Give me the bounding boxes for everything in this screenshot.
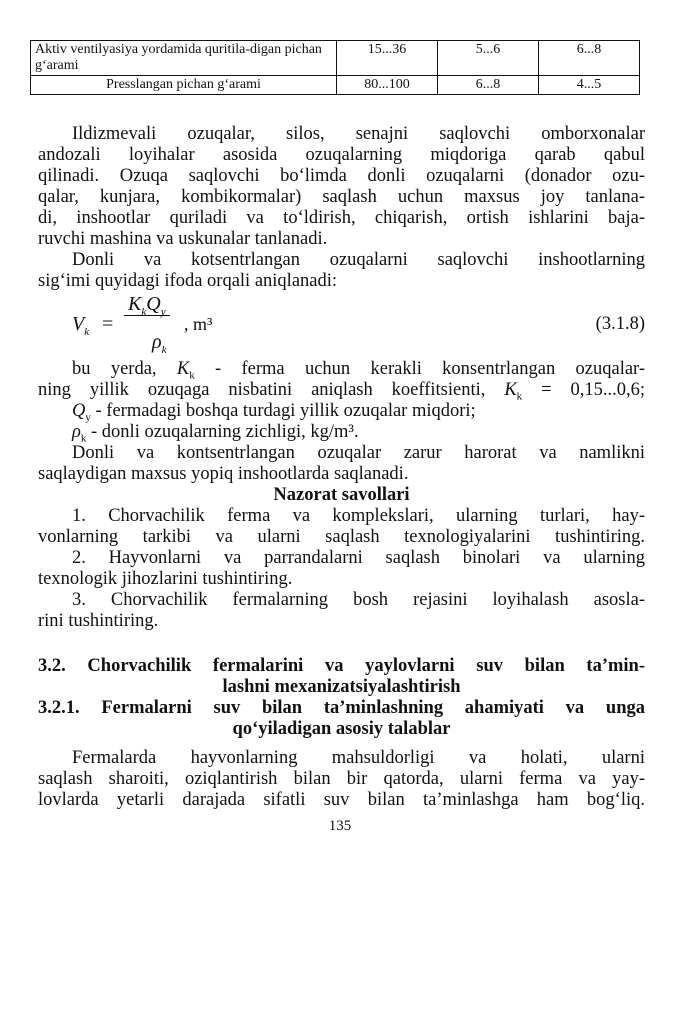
text-line: saqlaydigan maxsus yopiq inshootlarda saqlanadi. xyxy=(38,464,409,484)
subscript: k xyxy=(161,344,167,356)
section-title: Nazorat savollari xyxy=(273,485,410,505)
text-line: qilinadi. Ozuqa saqlovchi bo‘limda donli ozuqalarni (donador ozu- xyxy=(38,166,645,186)
text-line: lovlarda yetarli darajada sifatli suv bilan ta’minlashga ham bog‘liq. xyxy=(38,790,645,810)
data-table xyxy=(30,40,640,95)
text-line: sig‘imi quyidagi ifoda orqali aniqlanadi: xyxy=(38,271,338,291)
table-cell: 5...6 xyxy=(438,41,539,76)
text-line: $Q_y$ - fermadagi boshqa turdagi yillik ozuqalar miqdori; xyxy=(72,401,476,424)
text-line: Fermalarda hayvonlarning mahsuldorligi va holati, ularni xyxy=(72,748,645,768)
text-line: Donli va kotsentrlangan ozuqalarni saqlovchi inshootlarning xyxy=(72,250,645,270)
text-line: saqlash sharoiti, oziqlantirish bilan bir qatorda, ularni ferma va yay- xyxy=(38,769,645,789)
text-line: 1. Chorvachilik ferma va komplekslari, ularning turlari, hay- xyxy=(72,506,645,526)
table-cell: Presslangan pichan g‘arami xyxy=(31,76,337,95)
heading-line: 3.2.1. Fermalarni suv bilan ta’minlashning ahamiyati va unga xyxy=(38,698,645,718)
heading-line: qo‘yiladigan asosiy talablar xyxy=(232,719,451,739)
text-line: Donli va kontsentrlangan ozuqalar zarur harorat va namlikni xyxy=(72,443,645,463)
page-number: 135 xyxy=(328,818,352,834)
subscript: k xyxy=(141,306,147,318)
text-line: ning yillik ozuqaga nisbatini aniqlash koeffitsienti, $K_k = 0,15...0,6$; xyxy=(38,380,645,403)
formula-unit: , m³ xyxy=(184,314,213,334)
equation-number: (3.1.8) xyxy=(595,314,645,334)
table-row xyxy=(31,76,640,95)
formula xyxy=(72,293,645,355)
text-line: 3. Chorvachilik fermalarning bosh rejasini loyihalash asosla- xyxy=(72,590,645,610)
text-line: ruvchi mashina va uskunalar tanlanadi. xyxy=(38,229,328,249)
table-cell: 4...5 xyxy=(539,76,640,95)
table-cell: 6...8 xyxy=(539,41,640,76)
formula-num: K xyxy=(128,293,142,315)
text-line: rini tushintiring. xyxy=(38,611,159,631)
text-line: 2. Hayvonlarni va parrandalarni saqlash binolari va ularning xyxy=(72,548,645,568)
formula-lhs: V xyxy=(72,313,85,335)
subscript: y xyxy=(160,306,166,318)
formula-num2: Q xyxy=(146,293,161,315)
text-line: Ildizmevali ozuqalar, silos, senajni saqlovchi omborxonalar xyxy=(72,124,645,144)
table-cell: 15...36 xyxy=(337,41,438,76)
text-line: andozali loyihalar asosida ozuqalarning miqdoriga qarab qabul xyxy=(38,145,645,165)
text-line: di, inshootlar quriladi va to‘ldirish, chiqarish, ortish ishlarini baja- xyxy=(38,208,645,228)
table-cell: 6...8 xyxy=(438,76,539,95)
text-line: bu yerda, $K_k$ - ferma uchun kerakli konsentrlangan ozuqalar- xyxy=(72,359,645,382)
text-line: vonlarning tarkibi va ularni saqlash texnologiyalarini tushintiring. xyxy=(38,527,645,547)
text-line: texnologik jihozlarini tushintiring. xyxy=(38,569,293,589)
text-line: qalar, kunjara, kombikormalar) saqlash uchun maxsus joy tanlana- xyxy=(38,187,645,207)
heading-line: lashni mexanizatsiyalashtirish xyxy=(222,677,461,697)
table-cell: Aktiv ventilyasiya yordamida quritila-digan pichan g‘arami xyxy=(31,41,337,76)
formula-den: ρ xyxy=(152,331,162,353)
subscript: k xyxy=(84,326,90,338)
formula-eq: = xyxy=(102,313,114,335)
table-cell: 80...100 xyxy=(337,76,438,95)
table-row xyxy=(31,41,640,76)
text-line: $\rho_k$ - donli ozuqalarning zichligi, kg/m³. xyxy=(72,422,359,445)
heading-line: 3.2. Chorvachilik fermalarini va yaylovlarni suv bilan ta’min- xyxy=(38,656,645,676)
